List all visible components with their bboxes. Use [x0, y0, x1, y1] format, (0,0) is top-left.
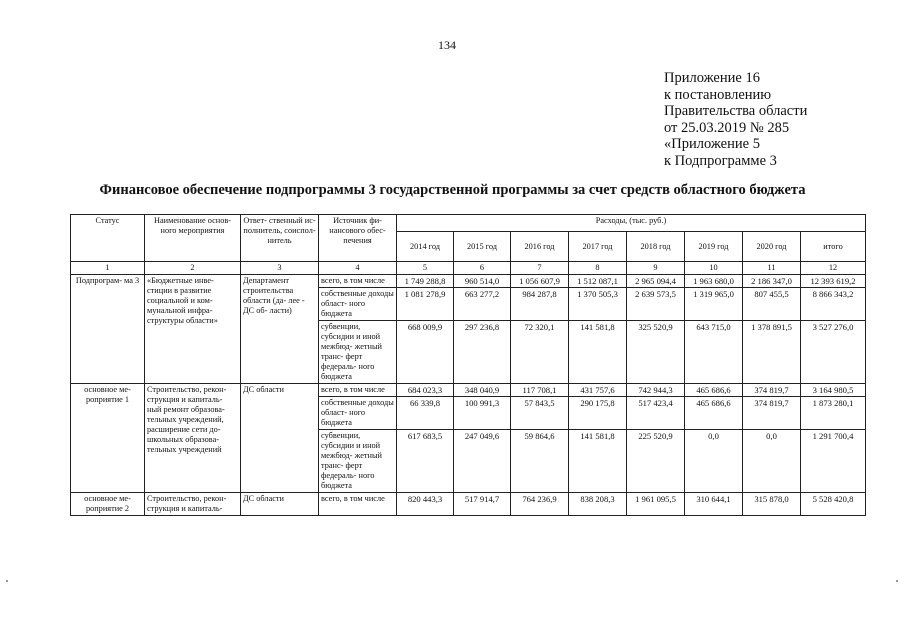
column-index: 7: [511, 262, 569, 275]
source-cell: собственные доходы област- ного бюджета: [319, 288, 397, 321]
value-cell: 247 049,6: [454, 430, 511, 493]
value-cell: 668 009,9: [397, 321, 454, 384]
table-row: [71, 493, 866, 516]
header-year: 2014 год: [397, 232, 454, 262]
value-cell: 57 843,5: [511, 397, 569, 430]
appendix-line: «Приложение 5: [664, 136, 760, 152]
column-index: 11: [743, 262, 801, 275]
header-year: 2020 год: [743, 232, 801, 262]
source-cell: всего, в том числе: [319, 384, 397, 397]
document-title: Финансовое обеспечение подпрограммы 3 государственной программы за счет средств областного бюджета: [99, 182, 806, 198]
value-cell: 2 965 094,4: [627, 275, 685, 288]
column-index: 12: [801, 262, 866, 275]
column-index: 1: [71, 262, 145, 275]
value-cell: 141 581,8: [569, 321, 627, 384]
header-measure: Наименование основ- ного мероприятия: [145, 215, 241, 262]
header-expenses: Расходы, (тыс. руб.): [397, 215, 866, 232]
appendix-line: Приложение 16: [664, 70, 760, 86]
value-cell: 297 236,8: [454, 321, 511, 384]
executor-cell: Департамент строительства области (да- лее - ДС об- ласти): [241, 275, 319, 384]
source-cell: всего, в том числе: [319, 275, 397, 288]
appendix-note: [664, 70, 807, 169]
header-row: [71, 215, 866, 232]
header-year: 2017 год: [569, 232, 627, 262]
value-cell: 117 708,1: [511, 384, 569, 397]
value-cell: 72 320,1: [511, 321, 569, 384]
value-cell: 1 056 607,9: [511, 275, 569, 288]
value-cell: 984 287,8: [511, 288, 569, 321]
appendix-line: Правительства области: [664, 103, 808, 119]
measure-cell: Строительство, рекон- струкция и капиталь-: [145, 493, 241, 516]
value-cell: 764 236,9: [511, 493, 569, 516]
header-total: итого: [801, 232, 866, 262]
source-cell: собственные доходы област- ного бюджета: [319, 397, 397, 430]
value-cell: 617 683,5: [397, 430, 454, 493]
total-cell: 8 866 343,2: [801, 288, 866, 321]
executor-cell: ДС области: [241, 493, 319, 516]
total-cell: 1 873 280,1: [801, 397, 866, 430]
value-cell: 663 277,2: [454, 288, 511, 321]
financing-table: [70, 214, 866, 516]
scan-dot: [6, 580, 8, 582]
value-cell: 465 686,6: [685, 397, 743, 430]
value-cell: 348 040,9: [454, 384, 511, 397]
source-cell: всего, в том числе: [319, 493, 397, 516]
value-cell: 1 370 505,3: [569, 288, 627, 321]
column-index: 2: [145, 262, 241, 275]
column-index: 5: [397, 262, 454, 275]
value-cell: 1 319 965,0: [685, 288, 743, 321]
value-cell: 960 514,0: [454, 275, 511, 288]
total-cell: 3 164 980,5: [801, 384, 866, 397]
value-cell: 59 864,6: [511, 430, 569, 493]
value-cell: 0,0: [685, 430, 743, 493]
header-executor: Ответ- ственный ис- полнитель, соиспол- нитель: [241, 215, 319, 262]
value-cell: 517 914,7: [454, 493, 511, 516]
value-cell: 1 749 288,8: [397, 275, 454, 288]
value-cell: 807 455,5: [743, 288, 801, 321]
value-cell: 310 644,1: [685, 493, 743, 516]
total-cell: 5 528 420,8: [801, 493, 866, 516]
value-cell: 684 023,3: [397, 384, 454, 397]
header-status: Статус: [71, 215, 145, 262]
header-year: 2015 год: [454, 232, 511, 262]
page-number: 134: [438, 38, 456, 52]
column-index-row: [71, 262, 866, 275]
value-cell: 1 963 680,0: [685, 275, 743, 288]
value-cell: 325 520,9: [627, 321, 685, 384]
column-index: 3: [241, 262, 319, 275]
column-index: 4: [319, 262, 397, 275]
value-cell: 141 581,8: [569, 430, 627, 493]
executor-cell: ДС области: [241, 384, 319, 493]
header-year: 2016 год: [511, 232, 569, 262]
value-cell: 290 175,8: [569, 397, 627, 430]
appendix-line: к постановлению: [664, 86, 772, 103]
appendix-line: от 25.03.2019 № 285: [664, 119, 790, 136]
value-cell: 0,0: [743, 430, 801, 493]
table-row: [71, 275, 866, 288]
value-cell: 315 878,0: [743, 493, 801, 516]
source-cell: субвенции, субсидии и иной межбюд- жетный транс- ферт федераль- ного бюджета: [319, 321, 397, 384]
value-cell: 2 639 573,5: [627, 288, 685, 321]
status-cell: основное ме- роприятие 1: [71, 384, 145, 493]
column-index: 9: [627, 262, 685, 275]
value-cell: 431 757,6: [569, 384, 627, 397]
value-cell: 1 081 278,9: [397, 288, 454, 321]
value-cell: 66 339,8: [397, 397, 454, 430]
table-row: [71, 384, 866, 397]
measure-cell: «Бюджетные инве- стиции в развитие социальной и ком- мунальной инфра- структуры области»: [145, 275, 241, 384]
total-cell: 1 291 700,4: [801, 430, 866, 493]
total-cell: 12 393 619,2: [801, 275, 866, 288]
value-cell: 465 686,6: [685, 384, 743, 397]
source-cell: субвенции, субсидии и иной межбюд- жетный транс- ферт федераль- ного бюджета: [319, 430, 397, 493]
value-cell: 2 186 347,0: [743, 275, 801, 288]
value-cell: 1 378 891,5: [743, 321, 801, 384]
value-cell: 374 819,7: [743, 397, 801, 430]
status-cell: основное ме- роприятие 2: [71, 493, 145, 516]
header-year: 2018 год: [627, 232, 685, 262]
value-cell: 517 423,4: [627, 397, 685, 430]
appendix-line: к Подпрограмме 3: [664, 152, 777, 169]
status-cell: Подпрограм- ма 3: [71, 275, 145, 384]
scan-dot: [896, 580, 898, 582]
value-cell: 742 944,3: [627, 384, 685, 397]
total-cell: 3 527 276,0: [801, 321, 866, 384]
value-cell: 225 520,9: [627, 430, 685, 493]
value-cell: 838 208,3: [569, 493, 627, 516]
header-year: 2019 год: [685, 232, 743, 262]
value-cell: 100 991,3: [454, 397, 511, 430]
column-index: 8: [569, 262, 627, 275]
column-index: 6: [454, 262, 511, 275]
value-cell: 1 961 095,5: [627, 493, 685, 516]
header-source: Источник фи- нансового обес- печения: [319, 215, 397, 262]
measure-cell: Строительство, рекон- струкция и капиталь- ный ремонт образова- тельных учреждений, расширение сети до- школьных образова- тельных учреждений: [145, 384, 241, 493]
value-cell: 643 715,0: [685, 321, 743, 384]
value-cell: 1 512 087,1: [569, 275, 627, 288]
value-cell: 820 443,3: [397, 493, 454, 516]
column-index: 10: [685, 262, 743, 275]
value-cell: 374 819,7: [743, 384, 801, 397]
